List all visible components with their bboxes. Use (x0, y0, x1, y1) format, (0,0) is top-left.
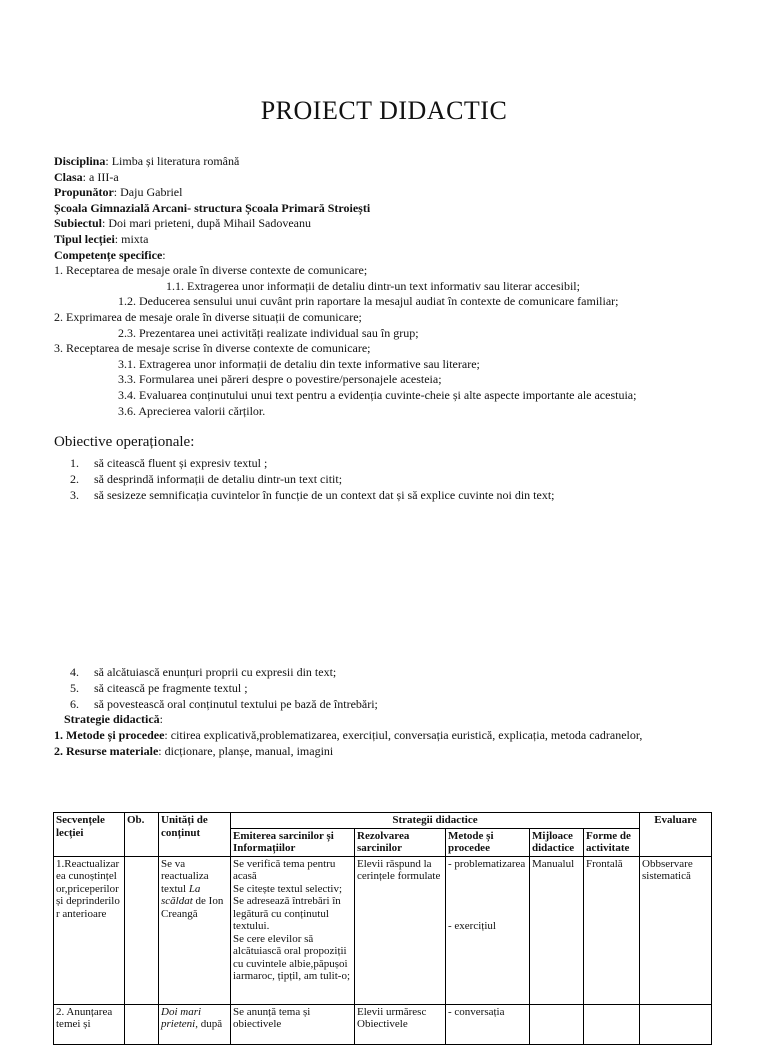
header-emiterea: Emiterea sarcinilor și Informațiilor (231, 828, 355, 856)
cell-ob (125, 1004, 159, 1044)
cell-unitati (159, 856, 231, 1004)
strategie-section (54, 711, 714, 759)
cell-metode: - problematizarea - exercițiul (446, 856, 530, 1004)
cell-unitati (159, 1004, 231, 1044)
cell-emiterea: Se verifică tema pentru acasă Se citește textul selectiv; Se adresează întrebări în legătură cu conținutul textului. Se cere elevilor să alcătuiască oral propoziții cu cuvintele albie,păpușoi iarmaroc, țipțil, am tulit-o; (231, 856, 355, 1004)
colon: : (162, 247, 166, 262)
label: 2. Resurse materiale (54, 744, 159, 758)
meta-propunator (54, 185, 744, 201)
cell-rezolvarea: Elevii urmăresc Obiectivele (355, 1004, 446, 1044)
label: 1. Metode și procedee (54, 728, 165, 742)
cell-forme: Frontală (584, 856, 640, 1004)
obiectiv-item (70, 471, 555, 487)
resurse-line (54, 743, 714, 759)
label: Subiectul (54, 216, 103, 231)
competenta-item: 3.4. Evaluarea conținutului unui text pentru a evidenția cuvinte-cheie și alte aspecte importante ale acestuia; (118, 387, 637, 402)
meta-clasa (54, 170, 744, 186)
header-secventele: Secvențele lecției (54, 813, 125, 857)
header-evaluare: Evaluare (640, 813, 712, 857)
cell-mijloace (530, 1004, 584, 1044)
obiectiv-item (70, 455, 555, 471)
meta-disciplina (54, 154, 744, 170)
competenta-item: 1.2. Deducerea sensului unui cuvânt prin raportare la mesajul audiat în contexte de comunicare familiar; (118, 294, 619, 309)
strategie-heading (54, 711, 714, 727)
competenta-item: 1.1. Extragerea unor informații de detaliu dintr-un text informativ sau literar accesibil; (166, 278, 580, 293)
unitati-title-italic: La scăldat (161, 882, 201, 907)
cell-rezolvarea: Elevii răspund la cerințele formulate (355, 856, 446, 1004)
item-number: 1. (70, 456, 79, 470)
header-rezolvarea: Rezolvarea sarcinilor (355, 828, 446, 856)
item-number: 5. (70, 681, 79, 695)
header-mijloace: Mijloace didactice (530, 828, 584, 856)
heading-text: Strategie didactică (64, 712, 160, 726)
obiectiv-item (70, 664, 378, 680)
table-header-row (54, 813, 712, 829)
competenta-item: 3.1. Extragerea unor informații de detaliu din texte informative sau literare; (118, 356, 480, 371)
cell-ob (125, 856, 159, 1004)
item-text: să povestească oral conținutul textului pe bază de întrebări; (94, 697, 378, 711)
obiective-list-part1 (70, 455, 555, 503)
unitati-title-italic: Doi mari prieteni (161, 1005, 202, 1030)
label: Tipul lecției (54, 231, 115, 246)
item-number: 4. (70, 665, 79, 679)
competenta-item: 2.3. Prezentarea unei activități realizate individual sau în grup; (118, 325, 419, 340)
obiectiv-item (70, 696, 378, 712)
colon: : (159, 712, 163, 726)
item-number: 2. (70, 472, 79, 486)
obiectiv-item (70, 487, 555, 503)
value: : citirea explicativă,problematizarea, exercițiul, conversația euristică, explicația, metoda cadranelor, (164, 728, 643, 742)
meta-tipul (54, 232, 744, 248)
cell-secventa: 2. Anunțarea temei și (54, 1004, 125, 1044)
item-text: să sesizeze semnificația cuvintelor în funcție de un context dat și să explice cuvinte noi din text; (94, 488, 555, 502)
item-text: să citească fluent și expresiv textul ; (94, 456, 268, 470)
competenta-item: 2. Exprimarea de mesaje orale în diverse situații de comunicare; (54, 309, 362, 324)
header-metode: Metode și procedee (446, 828, 530, 856)
value: : Daju Gabriel (113, 185, 183, 200)
label: Competențe specifice (54, 247, 163, 262)
value: : a III-a (82, 169, 119, 184)
item-text: să citească pe fragmente textul ; (94, 681, 248, 695)
colon: : (190, 434, 195, 450)
label: Propunător (54, 185, 114, 200)
value: : dicționare, planșe, manual, imagini (158, 744, 334, 758)
cell-metode: - conversația (446, 1004, 530, 1044)
header-forme: Forme de activitate (584, 828, 640, 856)
label: Disciplina (54, 154, 106, 168)
obiective-heading (54, 434, 194, 451)
competenta-item: 3.3. Formularea unei păreri despre o povestire/personajele acesteia; (118, 372, 442, 387)
competenta-item: 1. Receptarea de mesaje orale în diverse contexte de comunicare; (54, 263, 368, 278)
obiective-list-part2 (70, 664, 378, 712)
meta-competente-heading (54, 248, 744, 264)
table-row (54, 1004, 712, 1044)
header-strategii: Strategii didactice (231, 813, 640, 829)
header-ob: Ob. (125, 813, 159, 857)
table-row (54, 856, 712, 1004)
header-unitati: Unități de conținut (159, 813, 231, 857)
cell-evaluare (640, 1004, 712, 1044)
obiectiv-item (70, 680, 378, 696)
value: : Doi mari prieteni, după Mihail Sadoveanu (102, 216, 311, 231)
cell-evaluare: Obbservare sistematică (640, 856, 712, 1004)
value: : mixta (114, 231, 149, 246)
item-number: 3. (70, 488, 79, 502)
value: : Limba și literatura română (105, 154, 240, 168)
unitati-text: Se va reactualiza textul (161, 857, 209, 895)
item-number: 6. (70, 697, 79, 711)
cell-emiterea: Se anunță tema și obiectivele (231, 1004, 355, 1044)
cell-forme (584, 1004, 640, 1044)
unitati-tail: de Ion Creangă (161, 895, 224, 920)
metode-line (54, 727, 714, 743)
item-text: să alcătuiască enunțuri proprii cu expresii din text; (94, 665, 337, 679)
competenta-item: 3. Receptarea de mesaje scrise în diverse contexte de comunicare; (54, 341, 371, 356)
cell-mijloace: Manualul (530, 856, 584, 1004)
competenta-item: 3.6. Aprecierea valorii cărților. (118, 403, 266, 418)
unitati-tail: , după (195, 1018, 223, 1030)
lesson-metadata (54, 154, 744, 419)
item-text: să desprindă informații de detaliu dintr-un text citit; (94, 472, 343, 486)
meta-subiectul (54, 216, 744, 232)
lesson-table (53, 812, 712, 1045)
cell-secventa: 1.Reactualizarea cunoștințelor,priceperilor și deprinderilor anterioare (54, 856, 125, 1004)
heading-text: Obiective operaționale (54, 434, 191, 450)
meta-scoala: Școala Gimnazială Arcani- structura Școala Primară Stroiești (54, 200, 371, 215)
label: Clasa (54, 169, 83, 184)
document-title: PROIECT DIDACTIC (260, 96, 508, 125)
